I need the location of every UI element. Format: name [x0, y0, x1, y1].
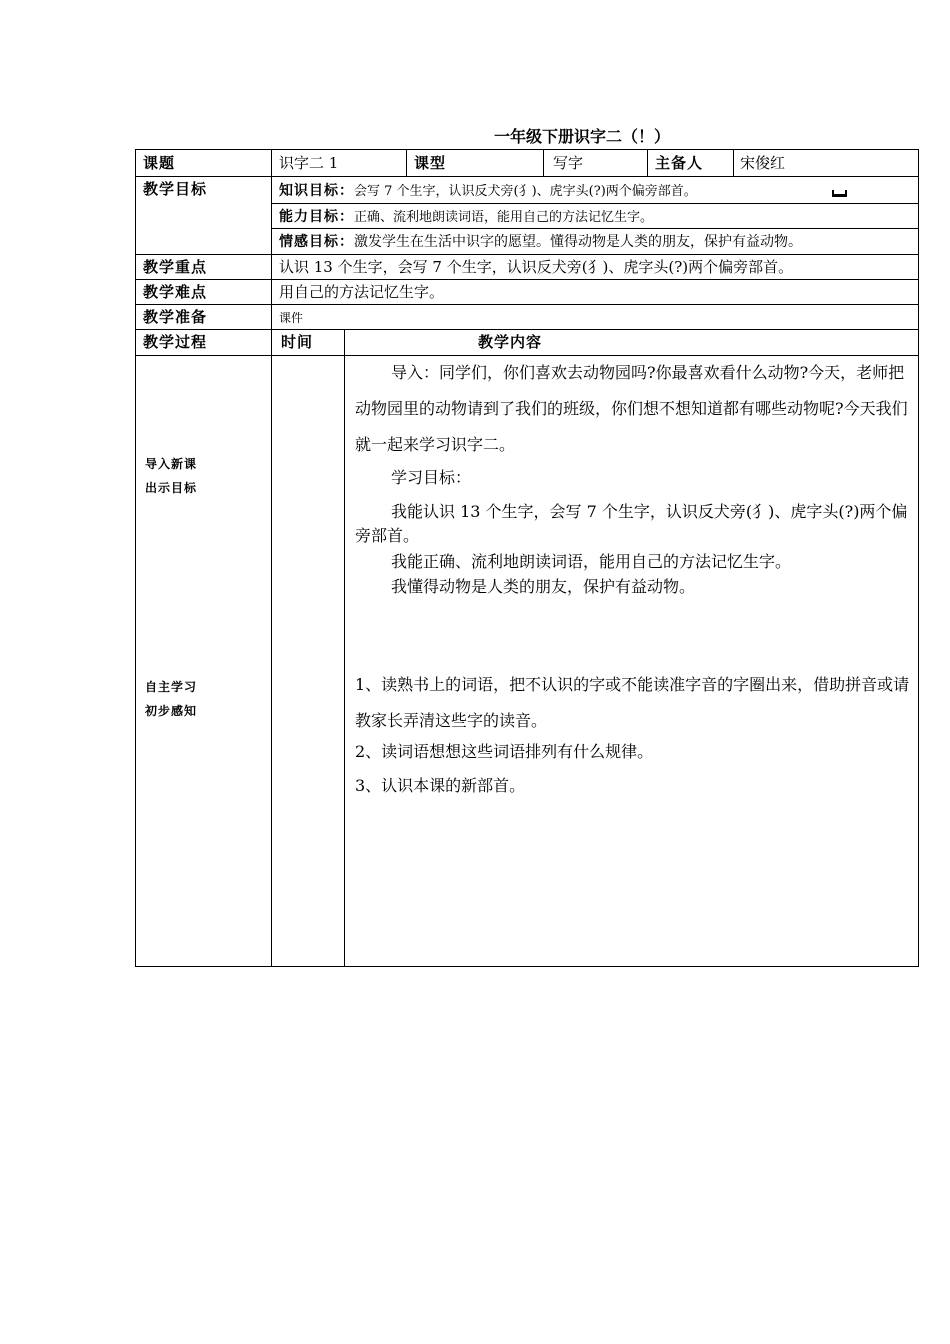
section-intro-line1: 导入新课: [145, 457, 198, 471]
goals-label: 教学目标: [143, 180, 208, 198]
time-label: 时间: [281, 333, 314, 351]
knowledge-goal: [279, 179, 697, 203]
step-3: 3、认识本课的新部首。: [355, 776, 526, 795]
type-label: 课型: [414, 154, 447, 172]
ability-goal-label: 能力目标：: [279, 209, 354, 225]
preparation-text: 课件: [279, 311, 304, 325]
lead-label: 主备人: [655, 154, 704, 172]
process-label: 教学过程: [143, 333, 208, 351]
difficulties-label: 教学难点: [143, 283, 208, 301]
emotion-goal-label: 情感目标：: [279, 234, 354, 250]
intro-paragraph: 导入：同学们，你们喜欢去动物园吗?你最喜欢看什么动物?今天，老师把动物园里的动物请到了我们的班级，你们想不想知道都有哪些动物呢?今天我们就一起来学习识字二。: [355, 363, 908, 454]
step-1: 1、读熟书上的词语，把不认识的字或不能读准字音的字圈出来，借助拼音或请教家长弄清这些字的读音。: [355, 675, 910, 730]
emotion-goal: [279, 230, 802, 253]
section-self-study-line1: 自主学习: [145, 680, 198, 694]
section-self-study: [145, 675, 197, 723]
emotion-goal-text: 激发学生在生活中识字的愿望。懂得动物是人类的朋友，保护有益动物。: [354, 234, 802, 250]
type-value: 写字: [553, 154, 584, 172]
content-label: 教学内容: [478, 333, 543, 351]
objectives-title: 学习目标：: [391, 468, 472, 487]
section-intro-line2: 出示目标: [145, 481, 198, 495]
section-intro: [145, 452, 197, 500]
objective-2: 我能正确、流利地朗读词语，能用自己的方法记忆生字。: [391, 552, 792, 571]
difficulties-text: 用自己的方法记忆生字。: [279, 283, 445, 301]
objective-3: 我懂得动物是人类的朋友，保护有益动物。: [391, 577, 696, 596]
knowledge-goal-text: 会写 7 个生字，认识反犬旁(犭)、虎字头(?)两个偏旁部首。: [354, 184, 697, 199]
objective-1: 我能认识 13 个生字，会写 7 个生字，认识反犬旁(犭)、虎字头(?)两个偏旁部首。: [355, 502, 908, 545]
ability-goal: [279, 205, 653, 229]
lead-value: 宋俊红: [740, 154, 786, 172]
key-points-label: 教学重点: [143, 258, 208, 276]
key-points-text: 认识 13 个生字，会写 7 个生字，认识反犬旁(犭)、虎字头(?)两个偏旁部首。: [279, 258, 794, 276]
knowledge-goal-label: 知识目标：: [279, 183, 354, 199]
preparation-label: 教学准备: [143, 308, 208, 326]
topic-label: 课题: [143, 154, 176, 172]
topic-value: 识字二 1: [279, 154, 339, 172]
step-2: 2、读词语想想这些词语排列有什么规律。: [355, 742, 654, 761]
ability-goal-text: 正确、流利地朗读词语，能用自己的方法记忆生字。: [354, 210, 654, 225]
document-title: 一年级下册识字二（！）: [493, 127, 670, 146]
section-self-study-line2: 初步感知: [145, 704, 198, 718]
